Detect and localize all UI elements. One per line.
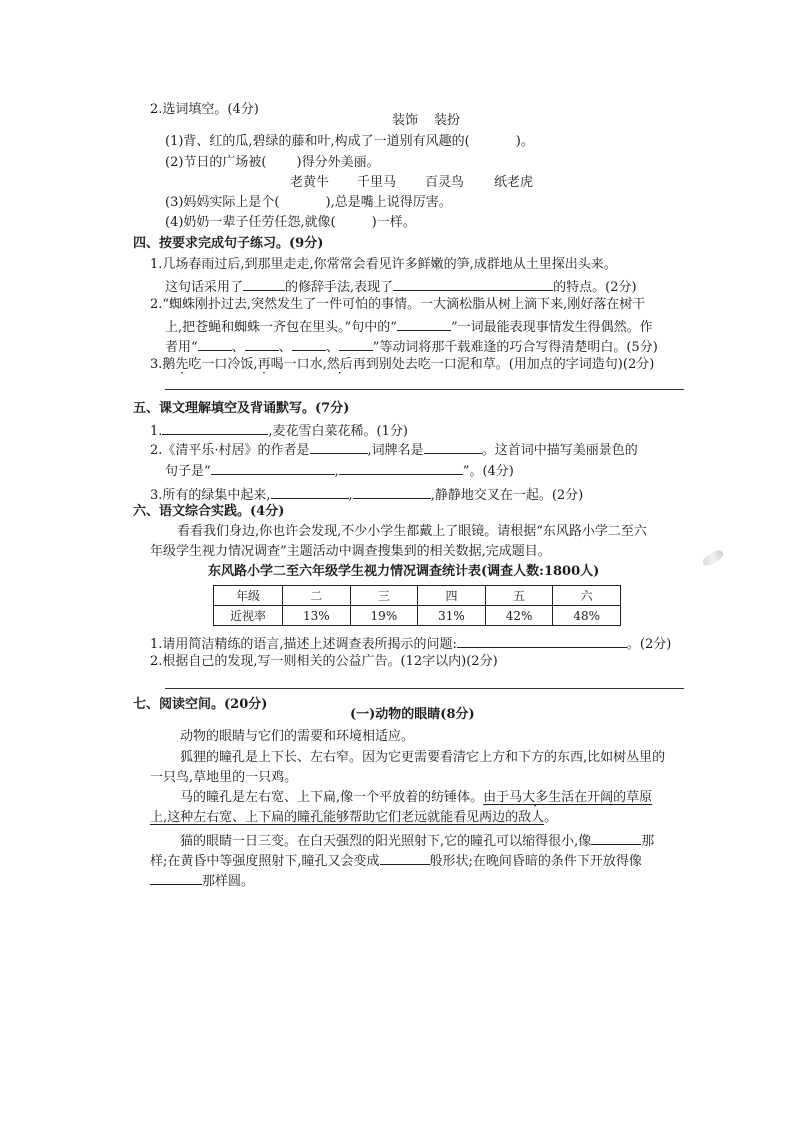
- answer-blank[interactable]: [339, 460, 463, 475]
- table-cell: 31%: [418, 606, 486, 626]
- sec4-q2-line2: 上,把苍蝇和蜘蛛一齐包在里头。”句中的“ ”一词最能表现事情发生得偶然。作: [165, 316, 653, 337]
- table-header-cell: 五: [485, 586, 553, 606]
- table-cell: 19%: [350, 606, 418, 626]
- word-choice-4: 千里马: [357, 175, 397, 190]
- answer-line[interactable]: [165, 389, 684, 390]
- reading-para-4-line3: 那样圆。: [150, 870, 254, 891]
- sec5-q2-line1: 2.《清平乐·村居》的作者是 ,词牌名是 。这首词中描写美丽景色的: [150, 439, 638, 460]
- q2-sentence-4: (4)奶奶一辈子任劳任怨,就像( )一样。: [165, 215, 416, 230]
- answer-blank[interactable]: [211, 460, 335, 475]
- reading-para-4-line2: 样;在黄昏中等强度照射下,瞳孔又会变成 般形状;在晚间昏暗的条件下开放得像: [150, 850, 642, 871]
- q2-sentence-2: (2)节日的广场被( )得分外美丽。: [165, 155, 380, 170]
- answer-blank[interactable]: [245, 336, 279, 351]
- sec4-q3: 3.鹅先吃一口冷饭,再喝一口水,然后再到别处去吃一口泥和草。(用加点的字词造句)(2分): [150, 357, 655, 372]
- table-header-row: [214, 586, 621, 606]
- reading-para-2-line2: 一只鸟,草地里的一只鸡。: [150, 770, 298, 785]
- answer-blank[interactable]: [591, 830, 641, 845]
- answer-blank[interactable]: [393, 276, 553, 291]
- table-header-cell: 三: [350, 586, 418, 606]
- word-choice-6: 纸老虎: [494, 175, 534, 190]
- answer-blank[interactable]: [162, 420, 268, 435]
- reading-para-3-line1: 马的瞳孔是左右宽、上下扁,像一个平放着的纺锤体。由于马大多生活在开阔的草原: [180, 790, 653, 805]
- table-header-cell: 四: [418, 586, 486, 606]
- answer-blank[interactable]: [380, 850, 430, 865]
- table-header-cell: 年级: [214, 586, 283, 606]
- table-header-cell: 二: [283, 586, 351, 606]
- reading-para-4-line1: 猫的眼睛一日三变。在白天强烈的阳光照射下,它的瞳孔可以缩得很小,像 那: [180, 830, 654, 851]
- word-choice-5: 百灵鸟: [425, 175, 465, 190]
- table-cell: 42%: [485, 606, 553, 626]
- sec4-q1-ask: 这句话采用了 的修辞手法,表现了 的特点。(2分): [165, 276, 637, 297]
- answer-blank[interactable]: [339, 336, 373, 351]
- sec6-title: 六、语文综合实践。(4分): [133, 504, 285, 519]
- table-cell: 近视率: [214, 606, 283, 626]
- sec5-title: 五、课文理解填空及背诵默写。(7分): [133, 401, 350, 416]
- sec5-q3: 3.所有的绿集中起来, , ,静静地交叉在一起。(2分): [150, 484, 583, 505]
- sec5-q2-line2: 句子是“ , ”。(4分): [165, 460, 514, 481]
- answer-blank[interactable]: [353, 484, 431, 499]
- q2-sentence-1: (1)背、红的瓜,碧绿的藤和叶,构成了一道别有风趣的( )。: [165, 134, 534, 149]
- sec4-q1-text: 1.几场春雨过后,到那里走走,你常常会看见许多鲜嫩的笋,成群地从土里探出头来。: [150, 257, 617, 272]
- reading-para-1: 动物的眼睛与它们的需要和环境相适应。: [180, 729, 415, 744]
- answer-blank[interactable]: [150, 870, 202, 885]
- reading-para-3-line2: 上,这种左右宽、上下扁的瞳孔能够帮助它们老远就能看见两边的敌人。: [150, 810, 558, 825]
- sec7-title: 七、阅读空间。(20分): [133, 697, 268, 712]
- sec4-q2-line1: 2.“蜘蛛刚扑过去,突然发生了一件可怕的事情。一大滴松脂从树上滴下来,刚好落在树干: [150, 297, 646, 312]
- answer-blank[interactable]: [198, 336, 232, 351]
- sec5-q1: 1. ,麦花雪白菜花稀。(1分): [150, 420, 408, 441]
- answer-blank[interactable]: [397, 316, 451, 331]
- reading-subtitle: (一)动物的眼睛(8分): [350, 707, 475, 722]
- reading-para-2-line1: 狐狸的瞳孔是上下长、左右窄。因为它更需要看清它上方和下方的东西,比如树丛里的: [180, 750, 666, 765]
- sec6-q2: 2.根据自己的发现,写一则相关的公益广告。(12字以内)(2分): [150, 654, 498, 669]
- scan-smudge: [701, 548, 725, 568]
- answer-blank[interactable]: [292, 336, 326, 351]
- q2-sentence-3: (3)妈妈实际上是个( ),总是嘴上说得厉害。: [165, 195, 452, 210]
- sec4-q2-line3: 者用“ 、 、 、 ”等动词将那千载难逢的巧合写得清楚明白。(5分): [165, 336, 658, 357]
- table-row: [214, 606, 621, 626]
- answer-blank[interactable]: [310, 439, 368, 454]
- sec6-q1: 1.请用简洁精练的语言,描述上述调查表所揭示的问题: 。(2分): [150, 633, 671, 654]
- table-cell: 13%: [283, 606, 351, 626]
- survey-table-title: 东风路小学二至六年级学生视力情况调查统计表(调查人数:1800人): [208, 564, 600, 579]
- word-choice-2: 装扮: [434, 113, 461, 128]
- survey-table: [213, 585, 621, 626]
- answer-blank[interactable]: [243, 276, 285, 291]
- answer-line[interactable]: [165, 688, 684, 689]
- answer-blank[interactable]: [457, 633, 627, 648]
- table-header-cell: 六: [553, 586, 621, 606]
- answer-blank[interactable]: [271, 484, 349, 499]
- word-choice-1: 装饰: [392, 113, 419, 128]
- answer-blank[interactable]: [424, 439, 482, 454]
- word-choice-3: 老黄牛: [290, 175, 330, 190]
- table-cell: 48%: [553, 606, 621, 626]
- sec6-intro-1: 看看我们身边,你也许会发现,不少小学生都戴上了眼镜。请根据“东风路小学二至六: [177, 524, 647, 539]
- q2-title: 2.选词填空。(4分): [150, 102, 259, 117]
- sec4-title: 四、按要求完成句子练习。(9分): [133, 236, 324, 251]
- sec6-intro-2: 年级学生视力情况调查”主题活动中调查搜集到的相关数据,完成题目。: [150, 544, 551, 559]
